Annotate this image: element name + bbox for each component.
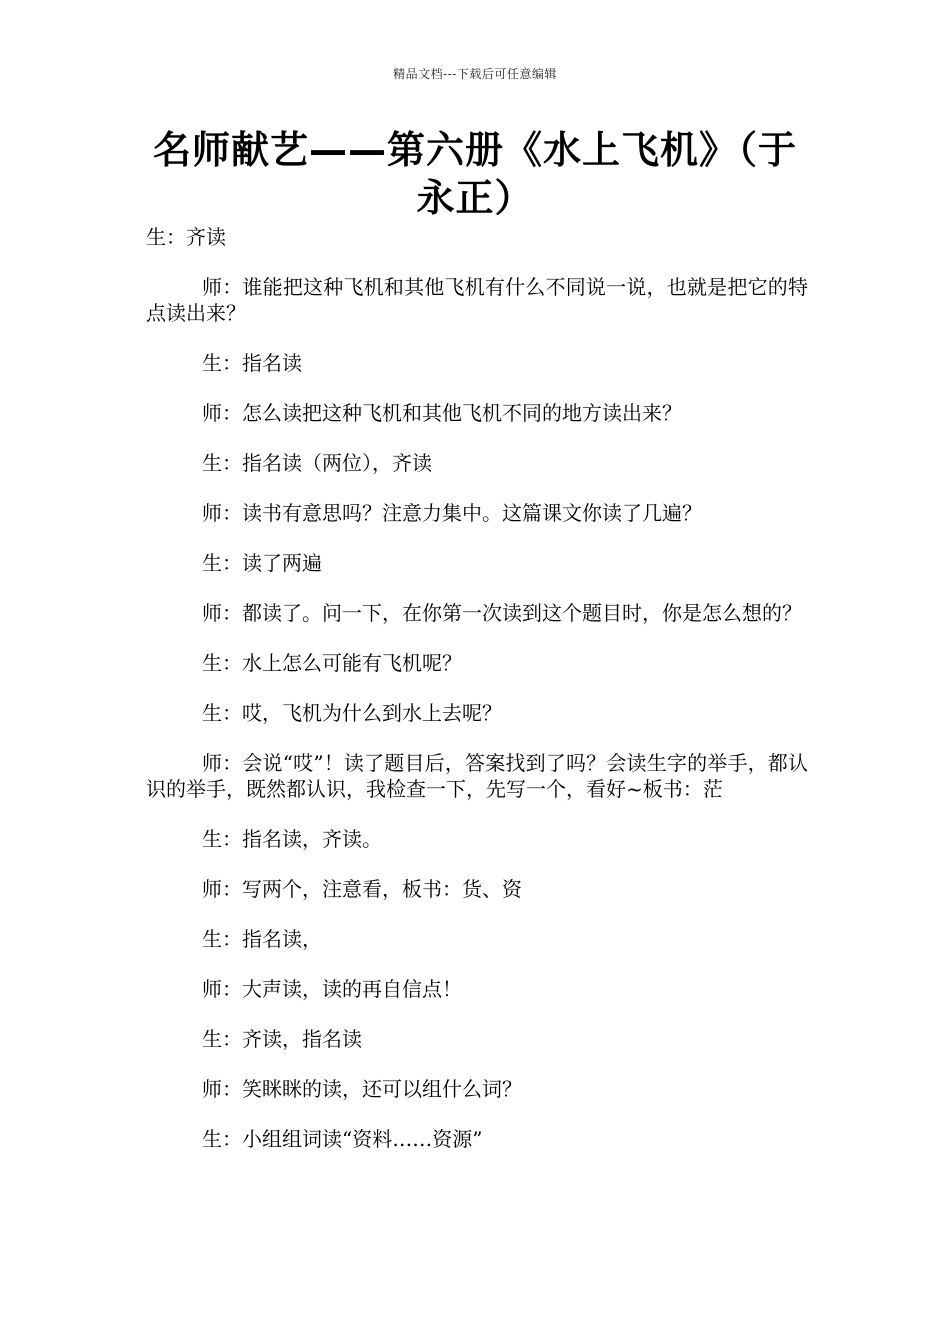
paragraph: 师：读书有意思吗？注意力集中。这篇课文你读了几遍？	[202, 501, 702, 525]
paragraph: 师：怎么读把这种飞机和其他飞机不同的地方读出来？	[202, 401, 682, 425]
paragraph: 生：齐读	[146, 225, 226, 249]
paragraph: 生：指名读（两位），齐读	[202, 451, 432, 475]
paragraph: 生：哎，飞机为什么到水上去呢？	[202, 701, 502, 725]
paragraph: 师：大声读，读的再自信点！	[202, 977, 462, 1001]
paragraph: 生：读了两遍	[202, 551, 322, 575]
paragraph: 师：笑眯眯的读，还可以组什么词？	[202, 1077, 522, 1101]
paragraph: 师：会说“哎”！读了题目后，答案找到了吗？会读生字的举手，都认识的举手，既然都认识，我检查一下，先写一个，看好~板书：茫	[146, 751, 808, 801]
paragraph: 师：谁能把这种飞机和其他飞机有什么不同说一说，也就是把它的特点读出来？	[146, 275, 808, 325]
paragraph: 生：指名读	[202, 351, 302, 375]
paragraph: 师：写两个，注意看，板书：货、资	[202, 877, 522, 901]
document-title: 名师献艺——第六册《水上飞机》（于永正）	[152, 128, 797, 220]
document-body	[146, 224, 808, 1176]
paragraph: 生：水上怎么可能有飞机呢？	[202, 651, 462, 675]
paragraph: 生：指名读，齐读。	[202, 827, 382, 851]
paragraph: 生：齐读，指名读	[202, 1027, 362, 1051]
page-header: 精品文档---下载后可任意编辑	[393, 67, 557, 81]
paragraph: 师：都读了。问一下，在你第一次读到这个题目时，你是怎么想的？	[202, 601, 802, 625]
paragraph: 生：小组组词读“资料……资源”	[202, 1127, 483, 1151]
paragraph: 生：指名读，	[202, 927, 322, 951]
